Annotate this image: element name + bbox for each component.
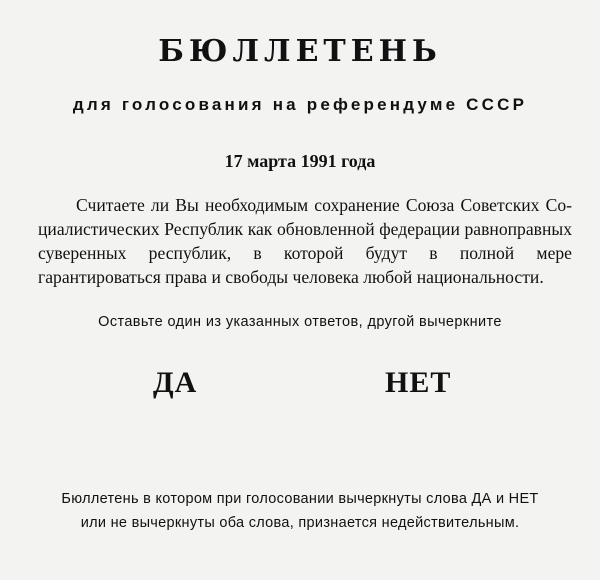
answer-yes[interactable]: ДА xyxy=(153,366,198,399)
footnote-line-1: Бюллетень в котором при голосовании вычеркнуты слова ДА и НЕТ xyxy=(61,491,539,507)
ballot-subtitle: для голосования на референдуме СССР xyxy=(72,95,528,114)
referendum-question: Считаете ли Вы необходимым сохранение Союза Советских Социалистических Республик как обновленной федерации равноправных суверенных республик, в которой будут в полной мере гарантироваться права и свободы человека любой национальности. xyxy=(38,195,572,287)
referendum-date: 17 марта 1991 года xyxy=(224,151,376,171)
ballot-title: БЮЛЛЕТЕНЬ xyxy=(158,34,442,69)
voting-instruction: Оставьте один из указанных ответов, другой вычеркните xyxy=(98,314,502,330)
answer-no[interactable]: НЕТ xyxy=(385,366,452,399)
footnote-line-2: или не вычеркнуты оба слова, признается недействительным. xyxy=(80,515,520,531)
validity-footnote xyxy=(0,487,600,535)
